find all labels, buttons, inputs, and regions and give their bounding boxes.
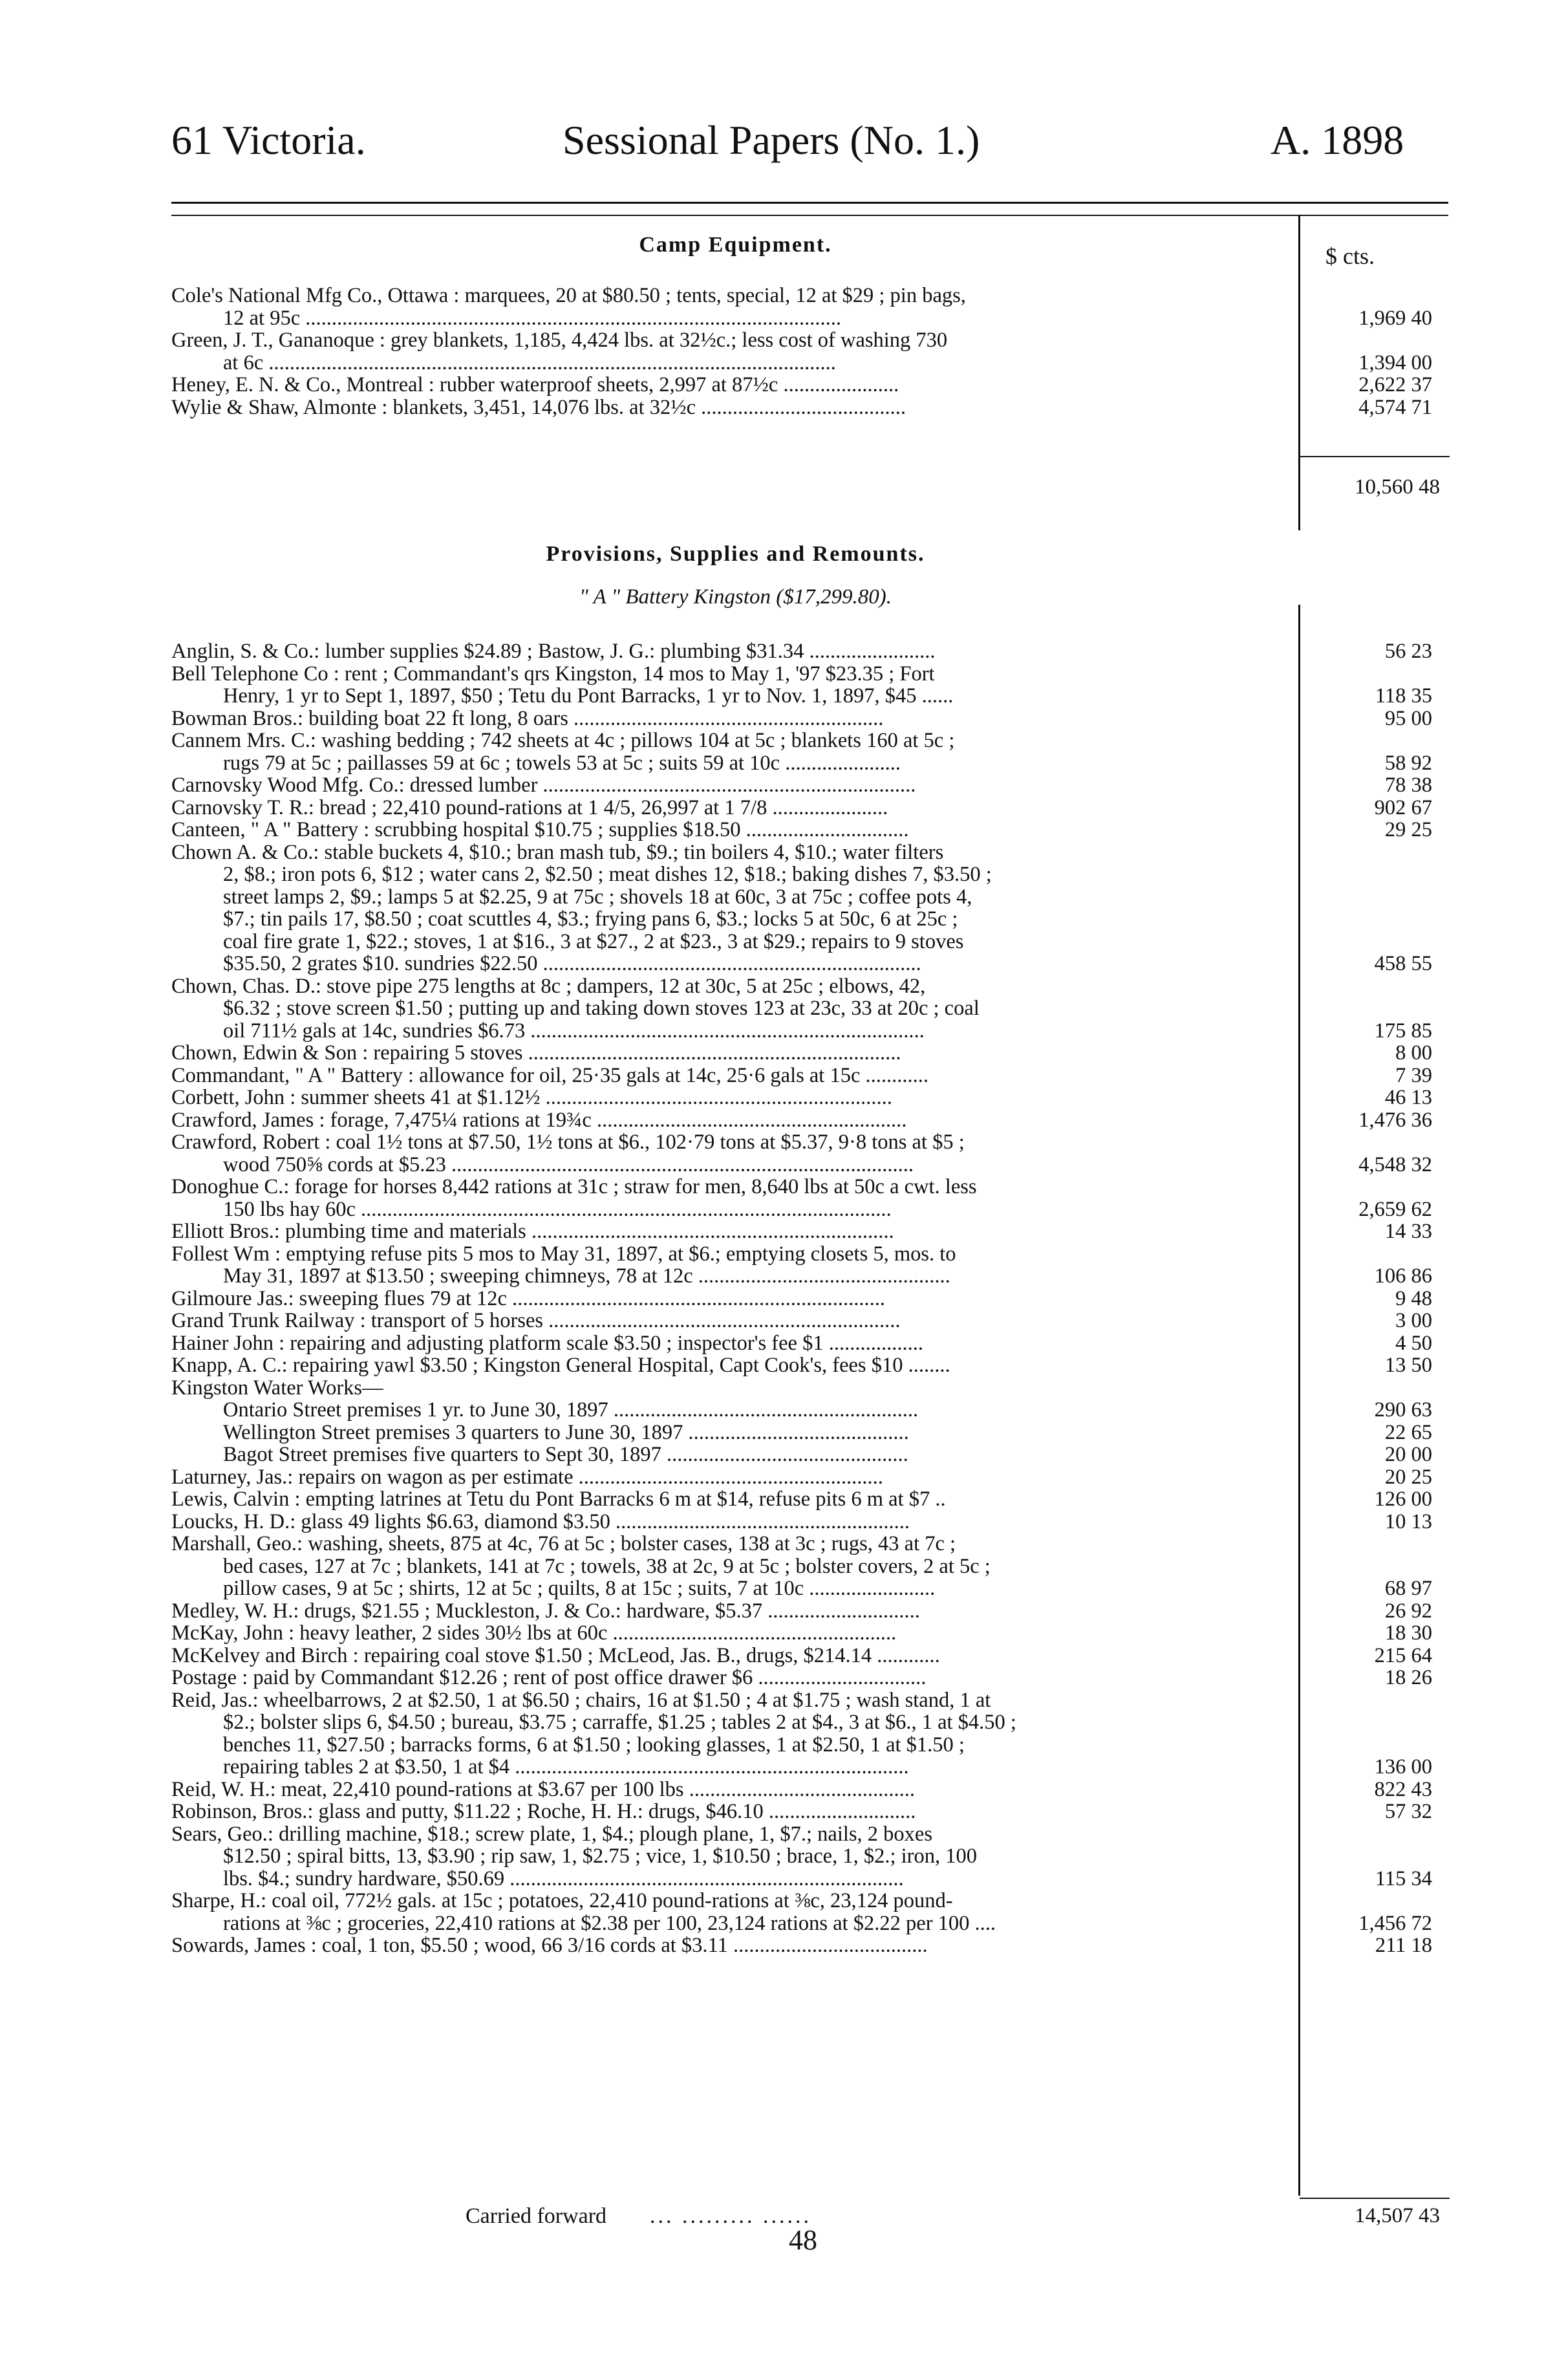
ledger-line (171, 1154, 1448, 1176)
entry-amount (1293, 1845, 1442, 1868)
entry-text: Heney, E. N. & Co., Montreal : rubber waterproof sheets, 2,997 at 87½c ...................... (171, 374, 899, 396)
entry-amount: 20 25 (1384, 1465, 1432, 1489)
subentry-amount: 22 65 (1384, 1420, 1432, 1444)
ledger-line (171, 1354, 1448, 1377)
ledger-line (171, 352, 1448, 374)
ledger-line (171, 1176, 1448, 1198)
ledger-line (171, 1577, 1448, 1600)
entry-text: Cannem Mrs. C.: washing bedding ; 742 sheets at 4c ; pillows 104 at 5c ; blankets 160 at 5c ; (171, 730, 955, 752)
entry-amount: 2,622 37 (1358, 373, 1432, 396)
entry-text: May 31, 1897 at $13.50 ; sweeping chimneys, 78 at 12c ................................................ (223, 1265, 950, 1288)
entry-text: coal fire grate 1, $22.; stoves, 1 at $16., 3 at $27., 2 at $23., 3 at $29.; repairs to 9 stoves (223, 930, 964, 953)
entry-amount (1293, 1734, 1442, 1757)
entry-amount: 822 43 (1374, 1777, 1432, 1801)
entry-amount: 14 33 (1384, 1220, 1432, 1243)
entry-text: street lamps 2, $9.; lamps 5 at $2.25, 9 at 75c ; shovels 18 at 60c, 3 at 75c ; coffee pots 4, (223, 885, 972, 908)
ledger-subline (171, 1444, 1448, 1466)
entry-text: oil 711½ gals at 14c, sundries $6.73 ........................................................................... (223, 1019, 925, 1042)
ledger-line (171, 1868, 1448, 1890)
entry-amount: 175 85 (1374, 1019, 1432, 1043)
ledger-line (171, 1734, 1448, 1757)
ledger-line (171, 1109, 1448, 1132)
entry-text: Anglin, S. & Co.: lumber supplies $24.89 ; Bastow, J. G.: plumbing $31.34 ........................ (171, 640, 936, 663)
entry-amount: 29 25 (1384, 818, 1432, 841)
ledger-line (171, 1065, 1448, 1087)
entry-amount: 8 00 (1395, 1041, 1432, 1065)
ledger-line (171, 1689, 1448, 1712)
ledger-line (171, 1332, 1448, 1355)
entry-amount (1293, 285, 1442, 307)
ledger-line (171, 1265, 1448, 1288)
ledger-line (171, 1622, 1448, 1645)
entry-amount (1293, 329, 1442, 352)
ledger-line (171, 1912, 1448, 1935)
header-rule-thin (171, 215, 1448, 216)
header-title: Sessional Papers (No. 1.) (563, 117, 980, 163)
entry-amount (1293, 975, 1442, 998)
entry-text: McKay, John : heavy leather, 2 sides 30½ lbs at 60c ...................................................... (171, 1622, 897, 1645)
ledger-line (171, 708, 1448, 730)
entry-text: Sharpe, H.: coal oil, 772½ gals. at 15c ; potatoes, 22,410 pound-rations at ⅜c, 23,124 pound- (171, 1890, 953, 1912)
ledger-line (171, 797, 1448, 819)
entry-text: Grand Trunk Railway : transport of 5 horses ................................................................... (171, 1310, 901, 1332)
entry-amount (1293, 663, 1442, 686)
ledger-line (171, 1377, 1448, 1400)
carried-forward-amount: 14,507 43 (1355, 2204, 1440, 2227)
entry-amount: 68 97 (1384, 1577, 1432, 1600)
subentry-text: Bagot Street premises five quarters to Sept 30, 1897 .............................................. (223, 1444, 908, 1466)
entry-amount: 18 26 (1384, 1666, 1432, 1689)
entry-text: rugs 79 at 5c ; paillasses 59 at 6c ; towels 53 at 5c ; suits 59 at 10c ...................... (223, 752, 901, 774)
entry-text: Follest Wm : emptying refuse pits 5 mos to May 31, 1897, at $6.; emptying closets 5, mos. to (171, 1242, 956, 1265)
subentry-amount: 20 00 (1384, 1443, 1432, 1466)
camp-equipment-list (171, 285, 1448, 418)
ledger-line (171, 863, 1448, 886)
entry-amount: 458 55 (1374, 952, 1432, 975)
entry-text: Bell Telephone Co : rent ; Commandant's qrs Kingston, 14 mos to May 1, '97 $23.35 ; Fort (171, 662, 935, 685)
header-session: 61 Victoria. (171, 117, 366, 163)
ledger-subline (171, 1422, 1448, 1444)
ledger-line (171, 1310, 1448, 1332)
entry-amount (1293, 931, 1442, 953)
entry-amount (1293, 1131, 1442, 1154)
ledger-line (171, 640, 1448, 663)
carried-forward-label: Carried forward (466, 2204, 607, 2228)
entry-amount: 2,659 62 (1358, 1197, 1432, 1221)
entry-text: wood 750⅝ cords at $5.23 ........................................................................................ (223, 1153, 914, 1176)
entry-amount (1293, 1890, 1442, 1912)
entry-amount: 58 92 (1384, 751, 1432, 775)
ledger-line (171, 774, 1448, 797)
entry-text: Wylie & Shaw, Almonte : blankets, 3,451, 14,076 lbs. at 32½c ....................................... (171, 396, 906, 418)
entry-amount: 118 35 (1375, 684, 1432, 708)
entry-amount (1293, 1689, 1442, 1712)
entry-amount (1293, 1823, 1442, 1846)
entry-amount: 211 18 (1375, 1934, 1432, 1957)
ledger-line (171, 908, 1448, 931)
entry-text: Crawford, James : forage, 7,475¼ rations at 19¾c ........................................................... (171, 1109, 907, 1131)
subentry-text: Ontario Street premises 1 yr. to June 30, 1897 .......................................................... (223, 1399, 919, 1422)
ledger-line (171, 975, 1448, 998)
entry-text: rations at ⅜c ; groceries, 22,410 rations at $2.38 per 100, 23,124 rations at $2.22 per 100 .... (223, 1912, 996, 1934)
ledger-line (171, 1890, 1448, 1912)
ledger-line (171, 1600, 1448, 1623)
entry-text: bed cases, 127 at 7c ; blankets, 141 at 7c ; towels, 38 at 2c, 9 at 5c ; bolster covers, 2 at 5c ; (223, 1555, 991, 1577)
entry-amount (1293, 1711, 1442, 1734)
ledger-line (171, 1801, 1448, 1823)
entry-text: Canteen, " A " Battery : scrubbing hospital $10.75 ; supplies $18.50 ............................... (171, 819, 909, 841)
entry-text: Carnovsky T. R.: bread ; 22,410 pound-rations at 1 4/5, 26,997 at 1 7/8 ...................... (171, 796, 888, 819)
entry-amount: 1,456 72 (1358, 1911, 1432, 1935)
entry-amount: 3 00 (1395, 1309, 1432, 1332)
entry-amount: 1,476 36 (1358, 1108, 1432, 1132)
ledger-line (171, 374, 1448, 396)
entry-text: Marshall, Geo.: washing, sheets, 875 at 4c, 76 at 5c ; bolster cases, 138 at 3c ; rugs, 43 at 7c ; (171, 1533, 956, 1555)
entry-amount (1293, 1377, 1442, 1400)
entry-text: Kingston Water Works— (171, 1376, 383, 1399)
entry-text: 12 at 95c ...................................................................................................... (223, 307, 842, 329)
carried-forward-rule (1300, 2198, 1450, 2199)
entry-text: repairing tables 2 at $3.50, 1 at $4 ........................................................................... (223, 1756, 909, 1779)
entry-amount: 56 23 (1384, 640, 1432, 663)
header-year: A. 1898 (1271, 117, 1404, 163)
entry-amount: 136 00 (1374, 1755, 1432, 1779)
entry-amount: 902 67 (1374, 795, 1432, 819)
entry-amount: 215 64 (1374, 1643, 1432, 1667)
entry-amount (1293, 1533, 1442, 1555)
entry-text: Green, J. T., Gananoque : grey blankets, 1,185, 4,424 lbs. at 32½c.; less cost of washing 730 (171, 329, 948, 352)
entry-amount (1293, 997, 1442, 1020)
entry-text: Chown, Edwin & Son : repairing 5 stoves ....................................................................... (171, 1042, 901, 1065)
section-heading-camp-equipment: Camp Equipment. (639, 233, 832, 257)
entry-text: McKelvey and Birch : repairing coal stove $1.50 ; McLeod, Jas. B., drugs, $214.14 ............ (171, 1644, 940, 1667)
subentry-amount: 290 63 (1374, 1398, 1432, 1422)
entry-amount: 4 50 (1395, 1331, 1432, 1355)
entry-text: Donoghue C.: forage for horses 8,442 rations at 31c ; straw for men, 8,640 lbs at 50c a cwt. less (171, 1176, 977, 1198)
subtotal-rule (1300, 456, 1450, 457)
entry-text: Corbett, John : summer sheets 41 at $1.12½ .................................................................. (171, 1087, 892, 1109)
entry-text: Laturney, Jas.: repairs on wagon as per estimate .......................................................... (171, 1466, 883, 1488)
entry-text: Gilmoure Jas.: sweeping flues 79 at 12c ....................................................................... (171, 1287, 885, 1310)
ledger-line (171, 1779, 1448, 1801)
entry-amount (1293, 1176, 1442, 1198)
entry-amount (1293, 863, 1442, 886)
entry-text: $6.32 ; stove screen $1.50 ; putting up and taking down stoves 123 at 23c, 33 at 20c ; coal (223, 997, 980, 1020)
entry-amount (1293, 1243, 1442, 1266)
entry-text: Hainer John : repairing and adjusting platform scale $3.50 ; inspector's fee $1 .................. (171, 1332, 923, 1354)
currency-column-label: $ cts. (1325, 243, 1375, 269)
ledger-line (171, 1845, 1448, 1868)
ledger-line (171, 1555, 1448, 1578)
ledger-line (171, 1466, 1448, 1489)
entry-text: Reid, W. H.: meat, 22,410 pound-rations at $3.67 per 100 lbs ........................................... (171, 1778, 916, 1801)
entry-amount: 126 00 (1374, 1488, 1432, 1511)
ledger-line (171, 1042, 1448, 1065)
entry-text: $35.50, 2 grates $10. sundries $22.50 ........................................................................ (223, 953, 921, 975)
ledger-line (171, 307, 1448, 330)
ledger-line (171, 841, 1448, 864)
entry-text: Sowards, James : coal, 1 ton, $5.50 ; wood, 66 3/16 cords at $3.11 ..................................... (171, 1934, 928, 1957)
ledger-line (171, 396, 1448, 419)
entry-text: pillow cases, 9 at 5c ; shirts, 12 at 5c ; quilts, 8 at 15c ; suits, 7 at 10c ........................ (223, 1577, 936, 1600)
entry-text: 2, $8.; iron pots 6, $12 ; water cans 2, $2.50 ; meat dishes 12, $18.; baking dishes 7, $3.50 ; (223, 863, 992, 886)
entry-text: Cole's National Mfg Co., Ottawa : marquees, 20 at $80.50 ; tents, special, 12 at $29 ; pin bags, (171, 285, 966, 307)
ledger-line (171, 663, 1448, 686)
entry-amount (1293, 908, 1442, 931)
entry-text: Lewis, Calvin : empting latrines at Tetu du Pont Barracks 6 m at $14, refuse pits 6 m at $7 .. (171, 1488, 946, 1511)
section-heading-provisions: Provisions, Supplies and Remounts. (546, 542, 925, 566)
entry-text: Commandant, " A " Battery : allowance for oil, 25·35 gals at 14c, 25·6 gals at 15c ............ (171, 1064, 929, 1087)
entry-text: Loucks, H. D.: glass 49 lights $6.63, diamond $3.50 ........................................................ (171, 1510, 910, 1533)
entry-amount (1293, 1555, 1442, 1578)
entry-amount: 57 32 (1384, 1800, 1432, 1823)
ledger-line (171, 1756, 1448, 1779)
ledger-line (171, 1020, 1448, 1043)
entry-amount: 46 13 (1384, 1086, 1432, 1109)
entry-amount: 1,394 00 (1358, 351, 1432, 374)
ledger-line (171, 997, 1448, 1020)
entry-text: Reid, Jas.: wheelbarrows, 2 at $2.50, 1 at $6.50 ; chairs, 16 at $1.50 ; 4 at $1.75 ; wash stand, 1 at (171, 1689, 991, 1711)
carried-forward-leader: ... ......... ...... (650, 2204, 811, 2228)
ledger-line (171, 752, 1448, 775)
ledger-line (171, 1198, 1448, 1221)
ledger-line (171, 329, 1448, 352)
ledger-line (171, 1131, 1448, 1154)
entry-amount: 18 30 (1384, 1621, 1432, 1645)
ledger-subline (171, 1399, 1448, 1422)
ledger-line (171, 730, 1448, 752)
entry-amount: 1,969 40 (1358, 306, 1432, 330)
entry-amount: 26 92 (1384, 1599, 1432, 1623)
ledger-line (171, 1288, 1448, 1310)
entry-text: $2.; bolster slips 6, $4.50 ; bureau, $3.75 ; carraffe, $1.25 ; tables 2 at $4., 3 at $6., 1 at $4.50 ; (223, 1711, 1016, 1734)
entry-text: Sears, Geo.: drilling machine, $18.; screw plate, 1, $4.; plough plane, 1, $7.; nails, 2 boxes (171, 1823, 932, 1845)
entry-text: Bowman Bros.: building boat 22 ft long, 8 oars ........................................................... (171, 707, 884, 730)
ledger-line (171, 1934, 1448, 1957)
entry-amount: 13 50 (1384, 1354, 1432, 1377)
entry-text: Crawford, Robert : coal 1½ tons at $7.50, 1½ tons at $6., 102·79 tons at $5.37, 9·8 tons at $5 ; (171, 1131, 965, 1154)
entry-text: Knapp, A. C.: repairing yawl $3.50 ; Kingston General Hospital, Capt Cook's, fees $10 ........ (171, 1354, 950, 1377)
entry-amount: 106 86 (1374, 1264, 1432, 1288)
subentry-text: Wellington Street premises 3 quarters to June 30, 1897 .......................................... (223, 1421, 909, 1444)
entry-text: Chown A. & Co.: stable buckets 4, $10.; bran mash tub, $9.; tin boilers 4, $10.; water filters (171, 841, 944, 863)
page-number: 48 (789, 2224, 817, 2256)
ledger-line (171, 931, 1448, 953)
entry-text: Elliott Bros.: plumbing time and materials ..................................................................... (171, 1220, 894, 1243)
entry-amount (1293, 730, 1442, 752)
entry-text: 150 lbs hay 60c ..................................................................................................... (223, 1198, 892, 1220)
section-subheading-battery: " A " Battery Kingston ($17,299.80). (579, 585, 892, 609)
entry-amount: 78 38 (1384, 774, 1432, 797)
entry-amount: 4,548 32 (1358, 1152, 1432, 1176)
ledger-line (171, 1533, 1448, 1555)
ledger-line (171, 819, 1448, 841)
ledger-line (171, 1711, 1448, 1734)
entry-text: Postage : paid by Commandant $12.26 ; rent of post office drawer $6 ................................ (171, 1667, 927, 1689)
ledger-line (171, 1243, 1448, 1266)
entry-amount (1293, 886, 1442, 909)
entry-amount: 10 13 (1384, 1509, 1432, 1533)
entry-text: Henry, 1 yr to Sept 1, 1897, $50 ; Tetu du Pont Barracks, 1 yr to Nov. 1, 1897, $45 ...... (223, 685, 954, 708)
ledger-line (171, 886, 1448, 909)
entry-text: benches 11, $27.50 ; barracks forms, 6 at $1.50 ; looking glasses, 1 at $2.50, 1 at $1.50 ; (223, 1733, 965, 1756)
ledger-line (171, 1645, 1448, 1667)
ledger-line (171, 285, 1448, 307)
entry-text: at 6c ............................................................................................................ (223, 351, 836, 374)
entry-text: Medley, W. H.: drugs, $21.55 ; Muckleston, J. & Co.: hardware, $5.37 ............................. (171, 1599, 920, 1622)
entry-text: Robinson, Bros.: glass and putty, $11.22 ; Roche, H. H.: drugs, $46.10 ............................ (171, 1801, 916, 1823)
entry-text: lbs. $4.; sundry hardware, $50.69 ........................................................................... (223, 1867, 904, 1890)
ledger-line (171, 953, 1448, 975)
entry-amount (1293, 841, 1442, 864)
entry-amount: 95 00 (1384, 706, 1432, 730)
camp-equipment-total: 10,560 48 (1355, 475, 1440, 499)
entry-text: $12.50 ; spiral bitts, 13, $3.90 ; rip saw, 1, $2.75 ; vice, 1, $10.50 ; brace, 1, $2.; iron, 100 (223, 1845, 977, 1868)
ledger-line (171, 1667, 1448, 1689)
entry-amount: 115 34 (1375, 1866, 1432, 1890)
provisions-list (171, 640, 1448, 1957)
ledger-line (171, 1087, 1448, 1109)
entry-amount: 4,574 71 (1358, 395, 1432, 419)
ledger-line (171, 1488, 1448, 1511)
entry-text: Chown, Chas. D.: stove pipe 275 lengths at 8c ; dampers, 12 at 30c, 5 at 25c ; elbows, 42, (171, 975, 926, 997)
ledger-line (171, 1220, 1448, 1243)
ledger-line (171, 685, 1448, 708)
entry-text: Carnovsky Wood Mfg. Co.: dressed lumber ....................................................................... (171, 774, 916, 797)
header-rule-thick (171, 202, 1448, 204)
entry-amount: 9 48 (1395, 1286, 1432, 1310)
ledger-line (171, 1823, 1448, 1846)
entry-text: $7.; tin pails 17, $8.50 ; coat scuttles 4, $3.; frying pans 6, $3.; locks 5 at 50c, 6 at 25c ; (223, 908, 958, 931)
ledger-line (171, 1511, 1448, 1533)
entry-amount: 7 39 (1395, 1063, 1432, 1087)
